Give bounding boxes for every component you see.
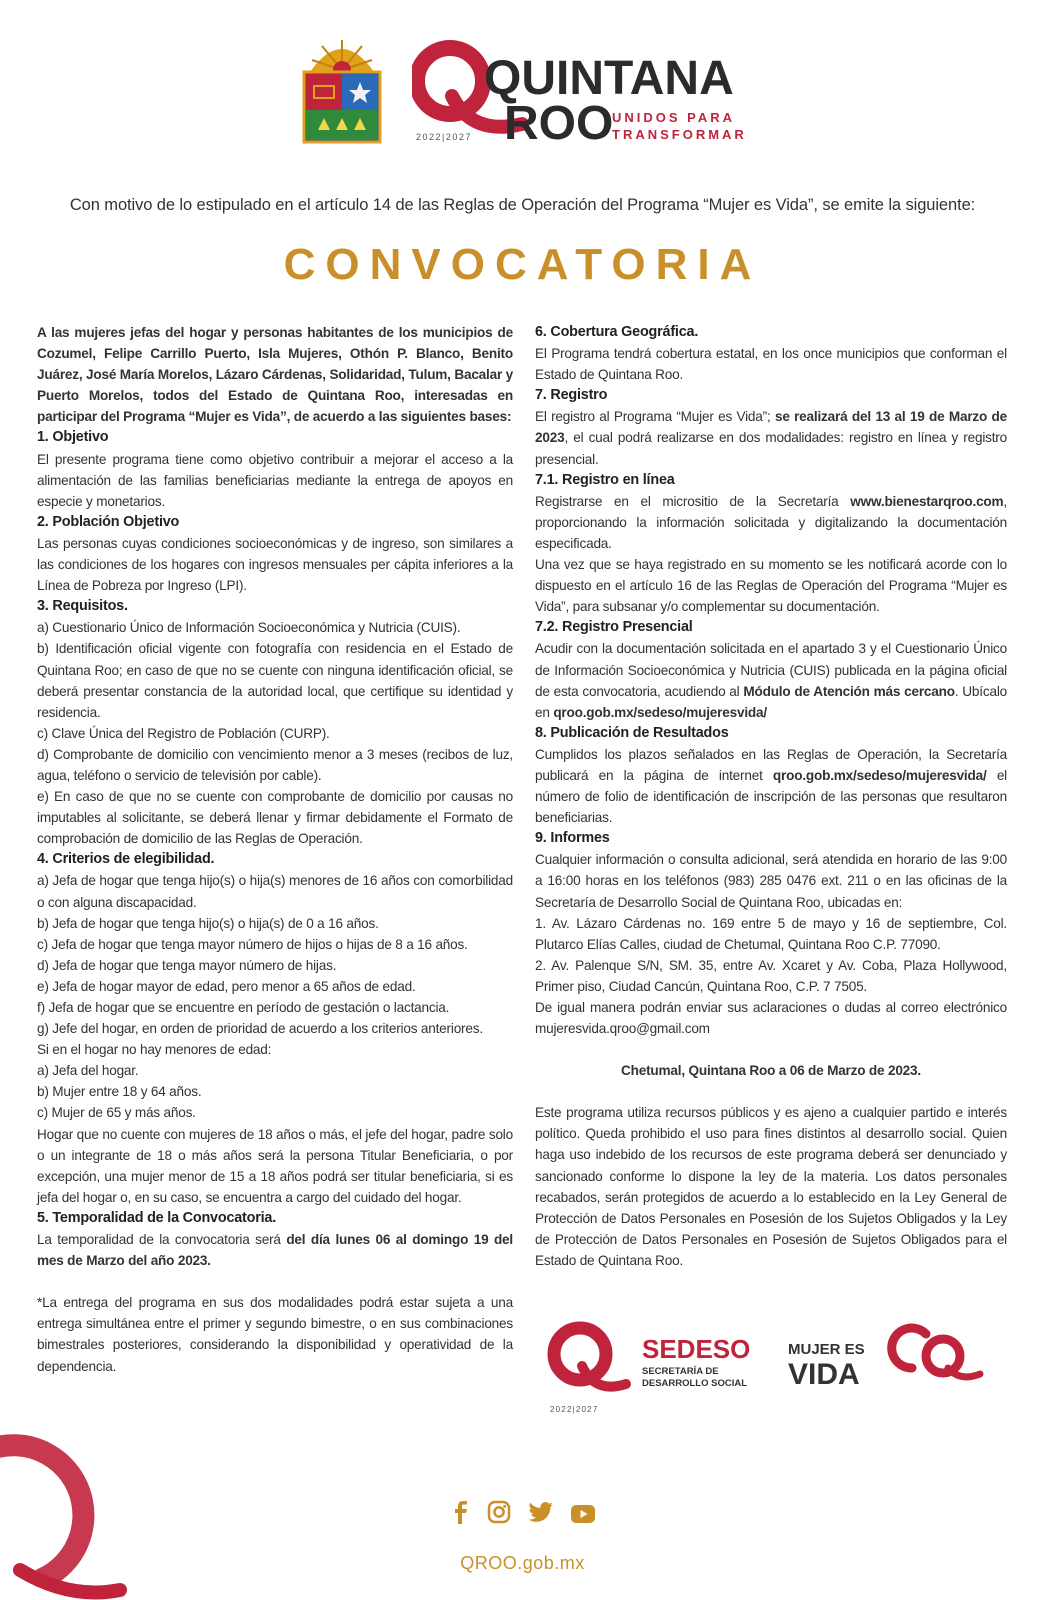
brand-top-text: QUINTANA [484,52,734,105]
contact-email-text: De igual manera podrán enviar sus aclaraciones o dudas al correo electrónico mujeresvida.qroo@gmail.com [535,1000,1007,1037]
youtube-icon[interactable] [570,1504,596,1529]
section-8-text-b: el número de folio de identificación de inscripción de las personas que resultaron beneficiarias. [535,767,1008,826]
section-7-text-c: , el cual podrá realizarse en dos modalidades: registro en línea y registro presencial. [535,430,1007,467]
header [0,30,1045,150]
section-7-2-text-c: . Ubícalo en [535,683,1008,720]
section-5-dates: del día lunes 06 al domingo 19 del mes de Marzo del año 2023. [37,1232,513,1269]
section-7-1-text-b: , proporcionando la información solicitada y digitalizando la documentación especificada. [535,493,1007,551]
section-6-text: El Programa tendrá cobertura estatal, en los once municipios que conforman el Estado de Quintana Roo. [535,346,1007,383]
section-9-text: Cualquier información o consulta adicional, será atendida en horario de las 9:00 a 16:00 horas en los teléfonos (983) 285 0476 ext. 211 o en las oficinas de la Secretaría de Desarrollo Social de Quintana Roo, ubicadas en: [535,852,1007,910]
section-5-title: 5. Temporalidad de la Convocatoria. [37,1209,277,1226]
section-8-title: 8. Publicación de Resultados [535,724,729,741]
footer-period: 2022|2027 [550,1405,599,1414]
section-3-title: 3. Requisitos. [37,598,128,615]
vida-text: VIDA [788,1358,860,1391]
section-7-1-title: 7.1. Registro en línea [535,471,675,488]
decorative-corner-swirl [0,1430,130,1600]
section-1-text: El presente programa tiene como objetivo contribuir a mejorar el acceso a la alimentación de las familias beneficiarias mediante la entrega de apoyos en especie y monetarios. [37,451,513,509]
footnote: *La entrega del programa en sus dos modalidades podrá estar sujeta a una entrega simultánea entre el primer y segundo bimestre, o en sus combinaciones bimestrales posteriores, considerando la disponibilidad y operatividad de la dependencia. [37,1295,513,1374]
criterio-e: e) Jefa de hogar mayor de edad, pero menor a 65 años de edad. [37,978,416,994]
criterio-g: g) Jefe del hogar, en orden de prioridad de acuerdo a los criterios anteriores. [37,1021,483,1037]
sedeso-text: SEDESO [642,1334,751,1364]
intro-text: Con motivo de lo estipulado en el artículo 14 de las Reglas de Operación del Programa “Mujer es Vida”, se emite la siguiente: [69,196,976,214]
section-7-1-text [535,491,1007,554]
no-minors-b: b) Mujer entre 18 y 64 años. [37,1084,202,1100]
sedeso-sub1: SECRETARÍA DE [642,1366,719,1377]
website-link[interactable]: QROO.gob.mx [460,1553,585,1573]
criterio-d: d) Jefa de hogar que tenga mayor número de hijas. [37,957,337,973]
twitter-icon[interactable] [528,1500,554,1529]
no-minors-a: a) Jefa del hogar. [37,1063,139,1079]
section-2-title: 2. Población Objetivo [37,513,180,530]
section-5-text [37,1229,513,1271]
modulo-atencion: Módulo de Atención más cercano [743,683,955,699]
section-1-title: 1. Objetivo [37,429,109,446]
slogan-line2: TRANSFORMAR [612,127,747,142]
right-column [535,322,1007,1271]
mujeresvida-link[interactable]: qroo.gob.mx/sedeso/mujeresvida/ [553,704,767,720]
criterio-b: b) Jefa de hogar que tenga hijo(s) o hija(s) de 0 a 16 años. [37,915,379,931]
address-chetumal: 1. Av. Lázaro Cárdenas no. 169 entre 5 de mayo y 16 de septiembre, Col. Plutarco Elías Calles, ciudad de Chetumal, Quintana Roo C.P. 77090. [535,915,1007,952]
sedeso-mujer-vida-logos [540,1316,1010,1416]
titular-note: Hogar que no cuente con mujeres de 18 años o más, el jefe del hogar, padre solo o un integrante de 18 o más años será la persona Titular Beneficiaria, o por excepción, una mujer menor de 15 a 18 años podrá ser titular beneficiaria, si es jefa del hogar o, en su caso, se encuentra a cargo del cuidado del hogar. [37,1126,513,1205]
section-7-1-text-a: Registrarse en el micrositio de la Secretaría [535,493,851,509]
section-8-text-a: Cumplidos los plazos señalados en las Reglas de Operación, la Secretaría publicará en la página de internet [535,746,1007,783]
facebook-icon[interactable] [449,1500,471,1529]
left-column [37,322,513,1377]
no-minors-heading: Si en el hogar no hay menores de edad: [37,1042,272,1058]
requisito-a: a) Cuestionario Único de Información Socioeconómica y Nutricia (CUIS). [37,620,461,636]
criterio-a: a) Jefa de hogar que tenga hijo(s) o hija(s) menores de 16 años con comorbilidad o con alguna discapacidad. [37,873,513,910]
brand-bottom-text: ROO [504,97,614,146]
requisito-e: e) En caso de que no se cuente con comprobante de domicilio por causas no imputables al solicitante, se deberá llenar y firmar debidamente el Formato de comprobación de domicilio de las Reglas de Operación. [37,789,513,847]
address-cancun: 2. Av. Palenque S/N, SM. 35, entre Av. Xcaret y Av. Coba, Plaza Hollywood, Primer piso, Ciudad Cancún, Quintana Roo, C.P. 7 7505. [535,957,1007,994]
requisito-b: b) Identificación oficial vigente con fotografía con residencia en el Estado de Quintana Roo; en caso de que no se cuente con ninguna identificación oficial, se deberá presentar constancia de la autoridad local, que certifique su identidad y residencia. [37,641,513,720]
section-7-2-text-a: Acudir con la documentación solicitada en el apartado 3 y el Cuestionario Único de Información Socioeconómica y Nutricia (CUIS) publicada en la página oficial de esta convocatoria, acudiendo al [535,641,1007,699]
page-title: CONVOCATORIA [283,240,762,289]
section-7-title: 7. Registro [535,387,608,404]
section-7-1-text2: Una vez que se haya registrado en su momento se les notificará acorde con lo dispuesto en el artículo 16 de las Reglas de Operación del Programa “Mujer es Vida”, para subsanar y/o complementar su documentación. [535,557,1007,615]
criterio-c: c) Jefa de hogar que tenga mayor número de hijos o hijas de 8 a 16 años. [37,936,468,952]
place-date: Chetumal, Quintana Roo a 06 de Marzo de 2023. [621,1063,921,1079]
instagram-icon[interactable] [487,1500,511,1529]
state-coat-of-arms-icon [300,34,384,146]
section-9-title: 9. Informes [535,830,610,847]
section-5-text-a: La temporalidad de la convocatoria será [37,1232,287,1248]
section-7-text-a: El registro al Programa “Mujer es Vida”; [535,409,775,425]
header-period: 2022|2027 [416,132,472,142]
section-4-title: 4. Criterios de elegibilidad. [37,851,215,868]
social-icons [0,1500,1045,1529]
section-7-text [535,406,1007,469]
section-7-dates: se realizará del 13 al 19 de Marzo de 2023 [535,409,1008,446]
results-link[interactable]: qroo.gob.mx/sedeso/mujeresvida/ [772,767,987,783]
criterio-f: f) Jefa de hogar que se encuentre en período de gestación o lactancia. [37,1000,450,1015]
mujer-es-text: MUJER ES [788,1341,865,1358]
footer-logos [540,1316,1010,1416]
section-7-2-text [535,638,1007,722]
sedeso-sub2: DESARROLLO SOCIAL [642,1378,748,1389]
bienestar-link[interactable]: www.bienestarqroo.com [850,493,1004,509]
no-minors-c: c) Mujer de 65 y más años. [37,1105,196,1121]
quintana-roo-logo [412,36,752,146]
requisito-c: c) Clave Única del Registro de Población (CURP). [37,725,330,741]
section-8-text [535,744,1007,828]
slogan-line1: UNIDOS PARA [612,110,736,125]
requisito-d: d) Comprobante de domicilio con vencimiento menor a 3 meses (recibos de luz, agua, teléfono o servicio de televisión por cable). [37,746,513,783]
lead-paragraph: A las mujeres jefas del hogar y personas habitantes de los municipios de Cozumel, Felipe Carrillo Puerto, Isla Mujeres, Othón P. Blanco, Benito Juárez, José María Morelos, Lázaro Cárdenas, Solidaridad, Tulum, Bacalar y Puerto Morelos, todos del Estado de Quintana Roo, interesadas en participar del Programa “Mujer es Vida”, de acuerdo a las siguientes bases: [37,325,514,425]
section-7-2-title: 7.2. Registro Presencial [535,619,693,636]
section-2-text: Las personas cuyas condiciones socioeconómicas y de ingreso, son similares a las condiciones de los hogares con ingresos mensuales per cápita inferiores a la Línea de Pobreza por Ingreso (LPI). [37,535,513,594]
disclaimer: Este programa utiliza recursos públicos y es ajeno a cualquier partido e interés político. Queda prohibido el uso para fines distintos al desarrollo social. Quien haga uso indebido de los recursos de este programa deberá ser denunciado y sancionado conforme lo dispone la ley de la materia. Los datos personales recabados, serán protegidos de acuerdo a lo establecido en la Ley General de Protección de Datos Personales en Posesión de los Sujetos Obligados y la Ley de Protección de Datos Personales en Posesión de Sujetos Obligados para el Estado de Quintana Roo. [535,1105,1007,1268]
section-6-title: 6. Cobertura Geográfica. [535,324,699,340]
